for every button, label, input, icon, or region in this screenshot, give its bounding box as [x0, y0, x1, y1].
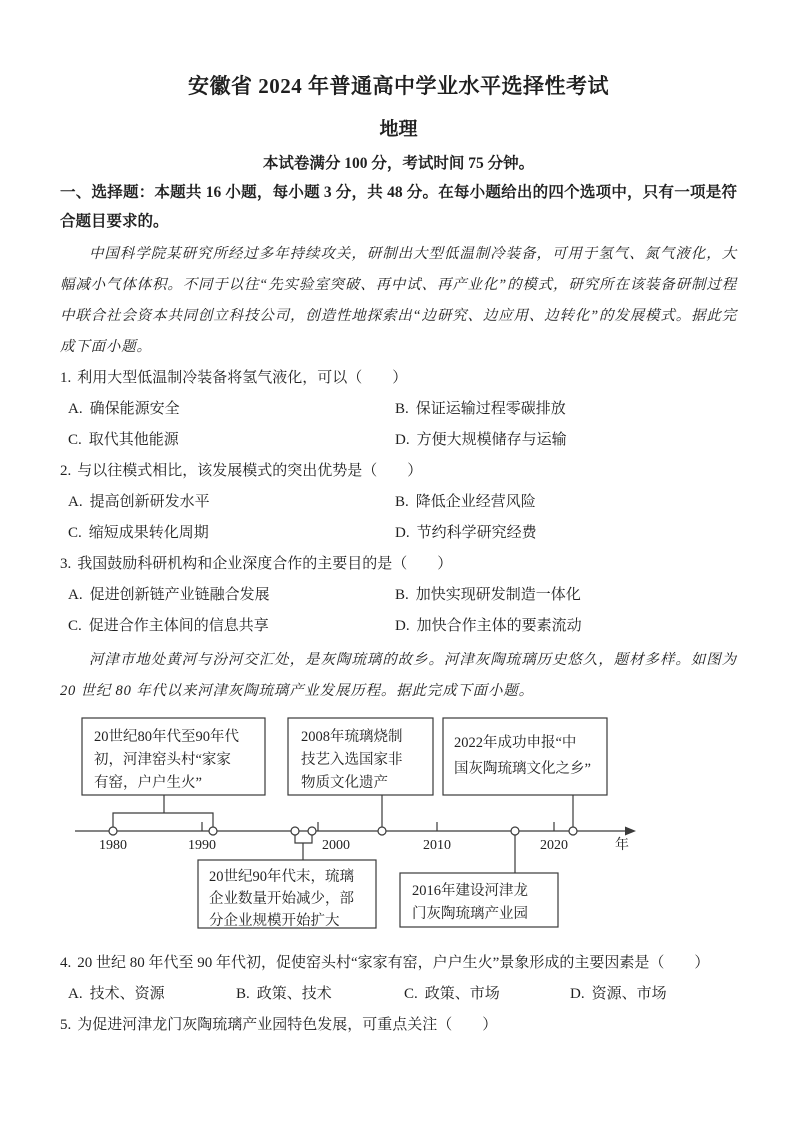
question-number: 2. — [60, 463, 72, 479]
option-label: D. — [395, 432, 410, 448]
axis-label-2010: 2010 — [423, 838, 451, 853]
option-text: 确保能源安全 — [89, 401, 180, 417]
option-text: 节约科学研究经费 — [416, 525, 537, 541]
question-stem-text: 为促进河津龙门灰陶琉璃产业园特色发展，可重点关注（ ） — [77, 1017, 498, 1033]
event-dot — [308, 827, 316, 835]
option-b — [395, 394, 737, 425]
option-d — [395, 425, 737, 456]
option-label: C. — [68, 432, 82, 448]
event-dot — [378, 827, 386, 835]
option-text: 加快合作主体的要素流动 — [416, 618, 582, 634]
timeline-box-text: 20世纪80年代至90年代 — [94, 729, 239, 745]
passage-2: 河津市地处黄河与汾河交汇处，是灰陶琉璃的故乡。河津灰陶琉璃历史悠久，题材多样。如图为 20 世纪 80 年代以来河津灰陶琉璃产业发展历程。据此完成下面小题。 — [60, 652, 737, 699]
exam-subject: 地理 — [379, 119, 418, 140]
question-1 — [60, 363, 737, 456]
question-options — [60, 979, 737, 1010]
question-stem-text: 我国鼓励科研机构和企业深度合作的主要目的是（ ） — [77, 556, 453, 572]
option-text: 资源、市场 — [591, 986, 667, 1002]
option-text: 政策、技术 — [256, 986, 332, 1002]
axis-unit-label: 年 — [615, 838, 629, 853]
timeline-box-text: 技艺入选国家非 — [301, 752, 403, 768]
question-stem-text: 20 世纪 80 年代至 90 年代初，促使窑头村“家家有窑，户户生火”景象形成的主要因素是（ ） — [77, 955, 710, 971]
question-number: 4. — [60, 955, 72, 971]
option-b — [395, 580, 737, 611]
timeline-box — [443, 718, 607, 795]
option-label: D. — [570, 986, 585, 1002]
option-text: 保证运输过程零碳排放 — [415, 401, 566, 417]
section-heading: 一、选择题：本题共 16 小题，每小题 3 分，共 48 分。在每小题给出的四个选项中，只有一项是符合题目要求的。 — [60, 184, 737, 230]
question-stem — [60, 948, 737, 979]
option-label: B. — [395, 494, 409, 510]
option-d — [570, 979, 737, 1010]
option-text: 缩短成果转化周期 — [88, 525, 209, 541]
event-dot — [569, 827, 577, 835]
question-stem — [60, 549, 737, 580]
question-number: 5. — [60, 1017, 72, 1033]
axis-label-2000: 2000 — [322, 838, 350, 853]
option-c — [68, 611, 395, 642]
bracket-1980s-connector — [113, 795, 213, 827]
option-text: 取代其他能源 — [88, 432, 179, 448]
timeline-box-text: 分企业规模开始扩大 — [209, 913, 340, 929]
axis-label-1990: 1990 — [188, 838, 216, 853]
option-label: A. — [68, 587, 83, 603]
question-stem-text: 利用大型低温制冷装备将氢气液化，可以（ ） — [77, 370, 408, 386]
event-dot — [209, 827, 217, 835]
question-3 — [60, 549, 737, 642]
axis-arrow-icon — [625, 827, 636, 836]
option-a — [68, 580, 395, 611]
option-text: 加快实现研发制造一体化 — [415, 587, 581, 603]
axis-label-2020: 2020 — [540, 838, 568, 853]
option-label: D. — [395, 525, 410, 541]
question-stem-text: 与以往模式相比，该发展模式的突出优势是（ ） — [77, 463, 423, 479]
event-dot — [109, 827, 117, 835]
option-c — [68, 425, 395, 456]
option-text: 提高创新研发水平 — [89, 494, 210, 510]
option-label: B. — [395, 587, 409, 603]
question-options — [60, 394, 737, 456]
option-a — [68, 394, 395, 425]
option-label: C. — [68, 618, 82, 634]
question-2 — [60, 456, 737, 549]
timeline-box-text: 2022年成功申报“中 — [454, 735, 577, 751]
question-options — [60, 580, 737, 642]
question-number: 1. — [60, 370, 72, 386]
option-label: A. — [68, 494, 83, 510]
timeline-box-text: 物质文化遗产 — [301, 775, 388, 791]
option-label: B. — [395, 401, 409, 417]
option-d — [395, 518, 737, 549]
timeline-box-text: 2016年建设河津龙 — [412, 883, 528, 899]
option-label: C. — [68, 525, 82, 541]
option-label: C. — [404, 986, 418, 1002]
timeline-box-text: 初，河津窑头村“家家 — [94, 752, 231, 768]
passage-1: 中国科学院某研究所经过多年持续攻关，研制出大型低温制冷装备，可用于氢气、氮气液化，大幅减小气体体积。不同于以往“先实验室突破、再中试、再产业化”的模式，研究所在该装备研制过程中联合社会资本共同创立科技公司，创造性地探索出“边研究、边应用、边转化”的发展模式。据此完成下面小题。 — [60, 246, 737, 355]
bracket-late-1990s-connector — [295, 835, 312, 860]
option-label: D. — [395, 618, 410, 634]
event-dot — [511, 827, 519, 835]
timeline-box-text: 国灰陶琉璃文化之乡” — [454, 761, 591, 777]
option-b — [395, 487, 737, 518]
option-text: 方便大规模储存与运输 — [416, 432, 567, 448]
option-b — [236, 979, 404, 1010]
option-a — [68, 487, 395, 518]
option-text: 促进合作主体间的信息共享 — [88, 618, 269, 634]
exam-info: 本试卷满分 100 分，考试时间 75 分钟。 — [262, 155, 535, 172]
axis-label-1980: 1980 — [99, 838, 127, 853]
timeline-box-text: 2008年琉璃烧制 — [301, 729, 403, 745]
timeline-box-text: 门灰陶琉璃产业园 — [412, 906, 528, 922]
question-stem — [60, 456, 737, 487]
option-c — [68, 518, 395, 549]
question-4 — [60, 948, 737, 1010]
timeline-box-text: 有窑，户户生火” — [94, 775, 202, 791]
question-number: 3. — [60, 556, 72, 572]
option-a — [68, 979, 236, 1010]
option-text: 促进创新链产业链融合发展 — [89, 587, 270, 603]
timeline-box-text: 企业数量开始减少，部 — [209, 891, 354, 907]
option-text: 政策、市场 — [424, 986, 500, 1002]
exam-title: 安徽省 2024 年普通高中学业水平选择性考试 — [188, 74, 609, 98]
event-dot — [291, 827, 299, 835]
option-text: 技术、资源 — [89, 986, 165, 1002]
question-5 — [60, 1010, 737, 1041]
timeline-box-text: 20世纪90年代末，琉璃 — [209, 869, 354, 885]
option-c — [404, 979, 570, 1010]
timeline-diagram — [60, 713, 740, 943]
option-label: A. — [68, 986, 83, 1002]
option-text: 降低企业经营风险 — [415, 494, 536, 510]
question-stem — [60, 1010, 737, 1041]
option-d — [395, 611, 737, 642]
option-label: B. — [236, 986, 250, 1002]
question-options — [60, 487, 737, 549]
option-label: A. — [68, 401, 83, 417]
timeline-figure — [60, 713, 737, 948]
question-stem — [60, 363, 737, 394]
